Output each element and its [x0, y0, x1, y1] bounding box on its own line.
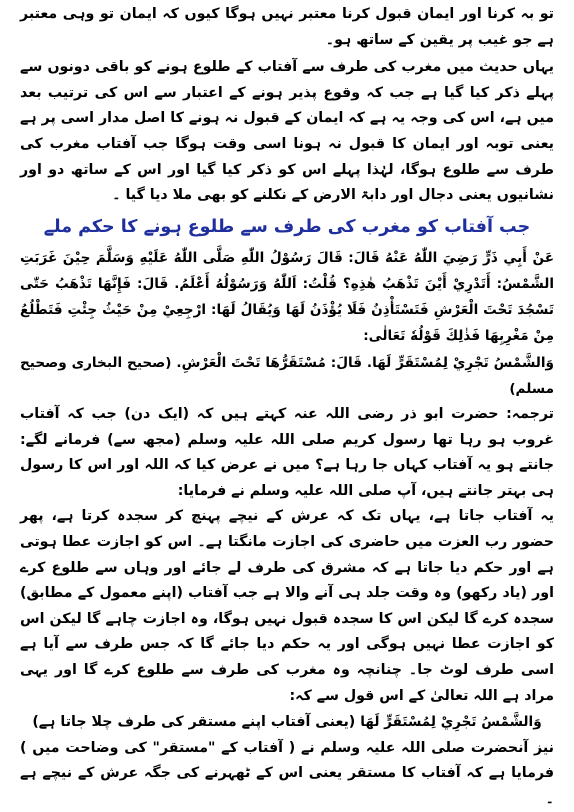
- section-heading: جب آفتاب کو مغرب کی طرف سے طلوع ہونے کا حکم ملے: [43, 216, 531, 237]
- hadith-text: [20, 245, 554, 350]
- translation-paragraph-3: نیز آنحضرت صلی اللہ علیہ وسلم نے ( آفتاب کے "مستقر" کی وضاحت میں ) فرمایا ہے کہ آفتاب کا مستقر یعنی اس کے ٹھہرنے کی جگہ عرش کے نیچے ہے ۔: [20, 739, 554, 807]
- translation-verse-line: [20, 709, 554, 736]
- translation-verse-urdu: (یعنی آفتاب اپنے مستقر کی طرف چلا جاتا ہے): [32, 714, 356, 731]
- hadith-source: (صحيح البخاری وصحيح مسلم): [20, 354, 554, 397]
- translation-paragraph-2: یہ آفتاب جاتا ہے، یہاں تک کہ عرش کے نیچے پہنچ کر سجدہ کرتا ہے، پھر حضور رب العزت میں حاضری کی اجازت مانگتا ہے۔ اس کو اجازت عطا ہوتی ہے اور حکم دیا جاتا ہے کہ مشرق کی طرف لے جائے اور وہاں سے طلوع کرے اور (یاد رکھو) وہ وقت جلد ہی آنے والا ہے جب آفتاب (اپنے معمول کے مطابق) سجدہ کرے گا لیکن اس کا سجدہ قبول نہیں ہوگا، وہ اجازت چاہے گا لیکن اس کو اجازت عطا نہیں ہوگی اور یہ حکم دیا جائے گا کہ جس طرف سے آیا ہے اسی طرف لوٹ جا۔ چنانچہ وہ مغرب کی طرف سے طلوع کرے گا اور یہی مراد ہے اللہ تعالیٰ کے اس قول سے کہ:: [20, 508, 554, 704]
- hadith-body: عَنْ أَبِي ذَرٍّ رَضِيَ اللّٰهُ عَنْهُ قَالَ: قَالَ رَسُوْلُ اللّٰهِ صَلَّى اللّٰهُ عَلَيْهِ وَسَلَّمَ حِيْنَ غَرَبَتِ الشَّمْسُ: أَتَدْرِيْ أَيْنَ تَذْهَبُ هٰذِهِ؟ قُلْتُ: اَللّٰهُ وَرَسُوْلُهُ أَعْلَمُ. قَالَ: فَإِنَّهَا تَذْهَبُ حَتّٰى تَسْجُدَ تَحْتَ الْعَرْشِ فَتَسْتَأْذِنُ فَلَا يُؤْذَنُ لَهَا وَيُقَالُ لَهَا: ارْجِعِيْ مِنْ حَيْثُ جِئْتِ فَتَطْلُعُ مِنْ مَغْرِبِهَا فَذٰلِكَ قَوْلُهٗ تَعَالٰى:: [20, 249, 554, 345]
- hadith-verse: [20, 350, 554, 402]
- intro-paragraph-1: تو بہ کرنا اور ایمان قبول کرنا معتبر نہیں ہوگا کیوں کہ ایمان تو وہی معتبر ہے جو غیب پر یقین کے ساتھ ہو۔: [20, 6, 554, 48]
- translation-verse-arabic: وَالشَّمْسُ تَجْرِيْ لِمُسْتَقَرٍّ لَهَا: [360, 714, 542, 731]
- intro-paragraph-2: یہاں حدیث میں مغرب کی طرف سے آفتاب کے طلوع ہونے کو باقی دونوں سے پہلے ذکر کیا گیا ہے جب کہ وقوع پذیر ہونے کے اعتبار سے اس کی ترتیب بعد میں ہے، اس کی وجہ یہ ہے کہ ایمان کے قبول نہ ہونے کا اصل مدار اسی پر ہے یعنی توبہ اور ایمان کا قبول نہ ہونا اسی وقت ہوگا جب آفتاب مغرب کی طرف سے طلوع ہوگا، لہٰذا پہلے اس کو ذکر کیا گیا اور اس کے ساتھ دو اور نشانیوں یعنی دجال اور دابۃ الارض کے نکلنے کو بھی ملا دیا گیا ۔: [20, 59, 554, 204]
- translation-paragraph-1: ترجمہ: حضرت ابو ذر رضی اللہ عنہ کہتے ہیں کہ (ایک دن) جب کہ آفتاب غروب ہو رہا تھا رسول کریم صلی اللہ علیہ وسلم (مجھ سے) فرمانے لگے: جانتے ہو یہ آفتاب کہاں جا رہا ہے؟ میں نے عرض کیا کہ اللہ اور اس کا رسول ہی بہتر جانتے ہیں، آپ صلی اللہ علیہ وسلم نے فرمایا:: [20, 405, 554, 499]
- hadith-verse-text: وَالشَّمْسُ تَجْرِيْ لِمُسْتَقَرٍّ لَهَا. قَالَ: مُسْتَقَرُّهَا تَحْتَ الْعَرْشِ.: [176, 354, 554, 371]
